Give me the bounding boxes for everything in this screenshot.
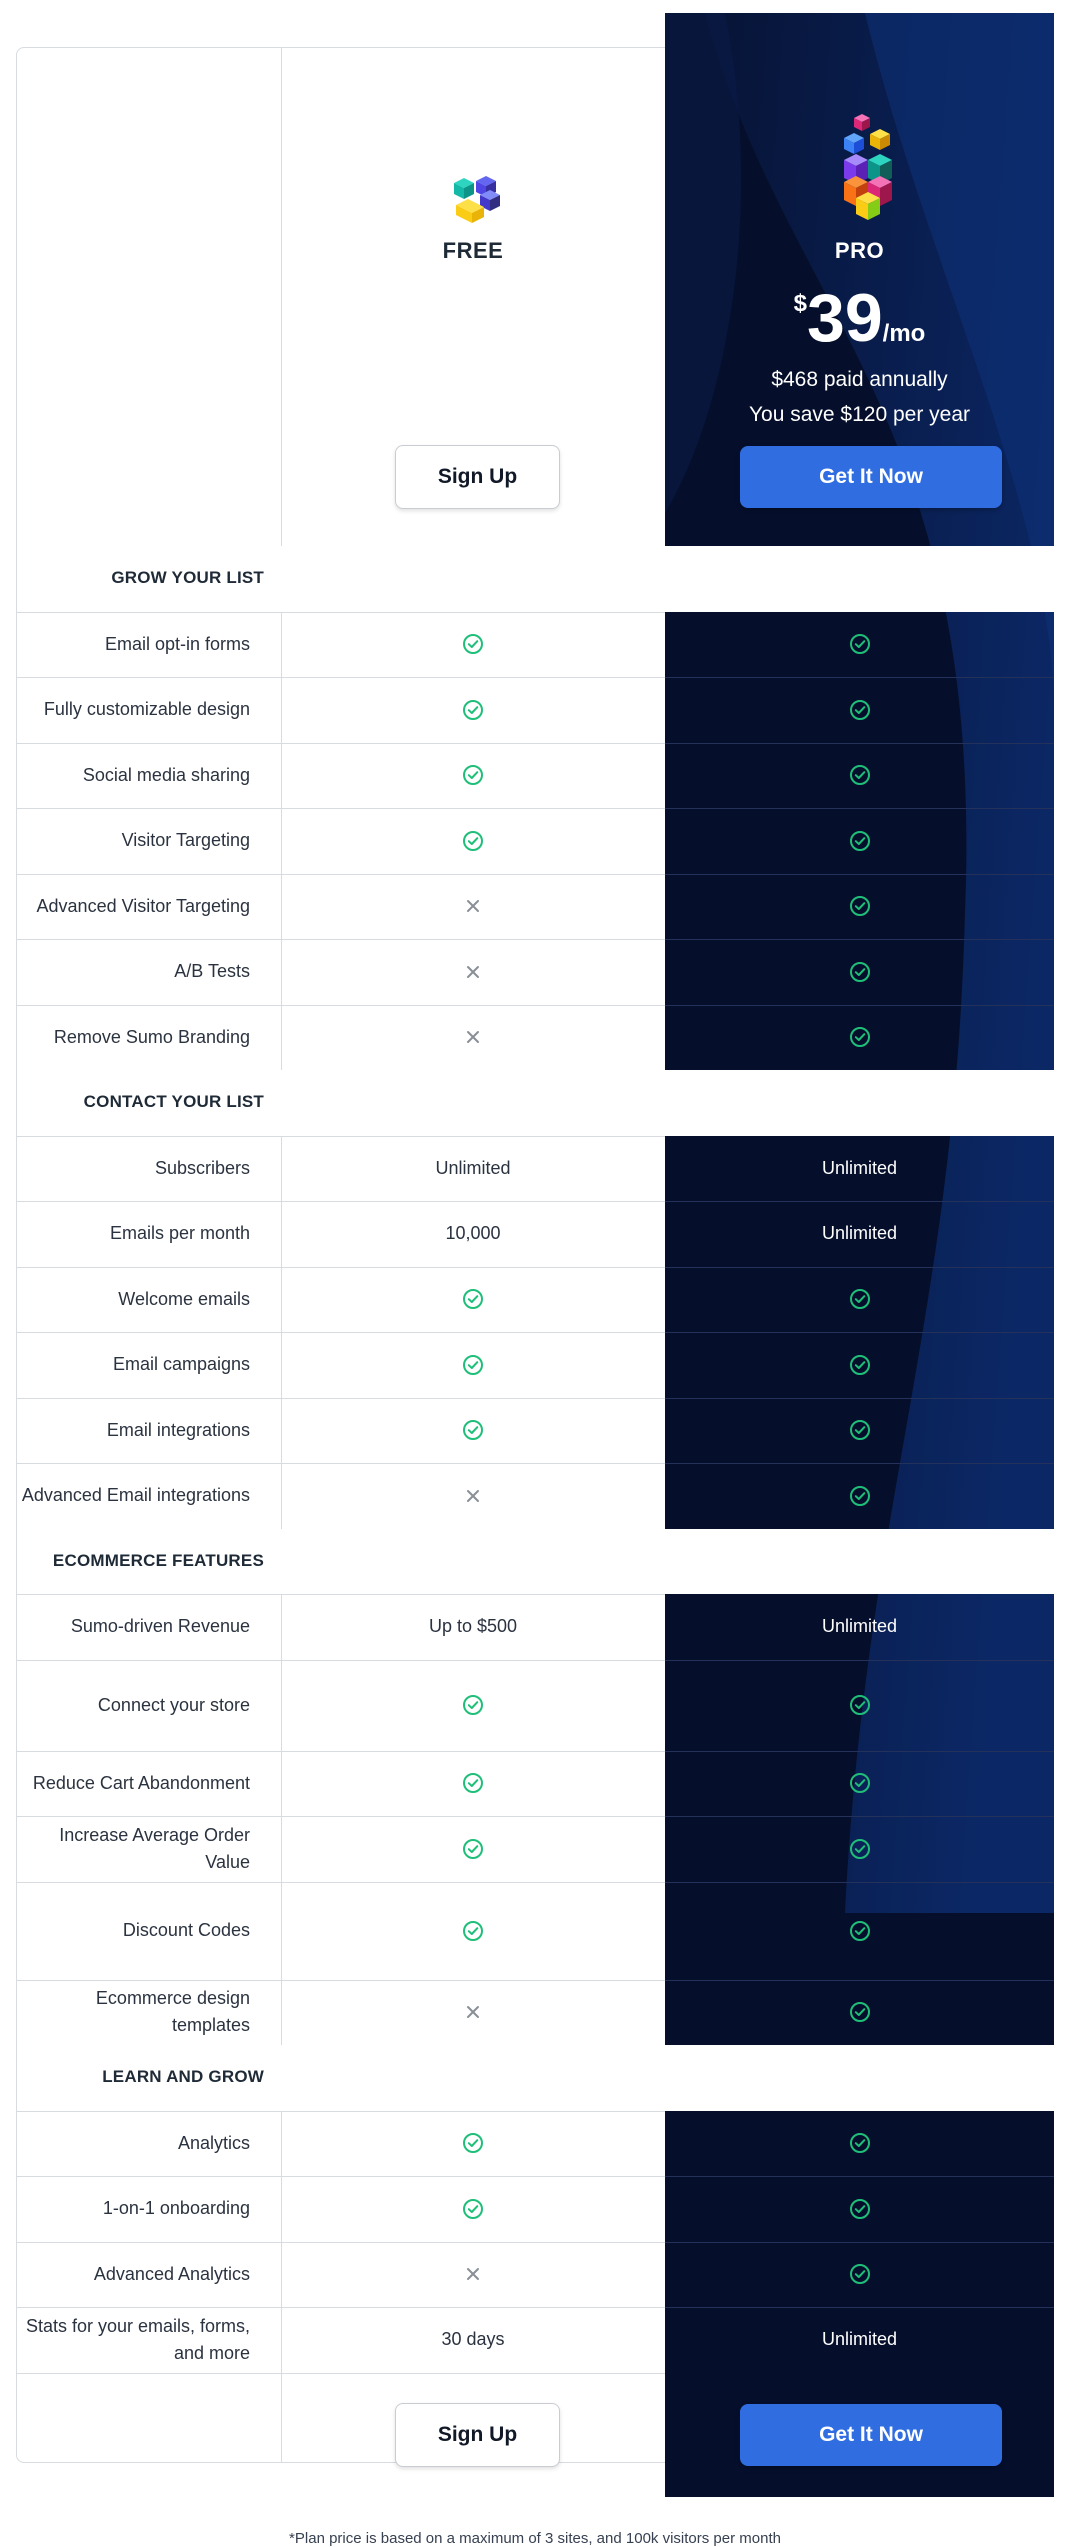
check-icon	[849, 2263, 871, 2285]
check-icon	[849, 633, 871, 655]
free-cell	[281, 677, 665, 743]
check-icon	[849, 1838, 871, 1860]
feature-label: Welcome emails	[118, 1288, 250, 1309]
check-icon	[849, 1920, 871, 1942]
feature-label: Discount Codes	[122, 1920, 250, 1940]
feature-label: Reduce Cart Abandonment	[32, 1772, 250, 1793]
cross-icon	[465, 2266, 481, 2282]
check-icon	[849, 1694, 871, 1716]
free-cell	[281, 1751, 665, 1817]
pricing-footnote: *Plan price is based on a maximum of 3 sites, and 100k visitors per month	[289, 2530, 781, 2547]
pro-cell	[665, 939, 1054, 1005]
free-plan-name: FREE	[442, 238, 504, 263]
check-icon	[849, 764, 871, 786]
free-signup-button-bottom[interactable]: Sign Up	[395, 2403, 560, 2467]
section-title: CONTACT YOUR LIST	[83, 1092, 264, 1111]
feature-label: Fully customizable design	[43, 699, 250, 720]
pro-price-amount: 39	[807, 280, 883, 356]
free-cell	[281, 1882, 665, 1980]
feature-label: Sumo-driven Revenue	[70, 1616, 250, 1637]
pro-price-currency: $	[793, 290, 808, 317]
pro-plan-name: PRO	[834, 238, 885, 263]
check-icon	[462, 1354, 484, 1376]
pro-price-period: /mo	[882, 320, 926, 347]
feature-label: Social media sharing	[82, 764, 250, 785]
check-icon	[849, 830, 871, 852]
free-cell	[281, 2176, 665, 2242]
feature-label: A/B Tests	[174, 961, 250, 982]
free-cell	[281, 1267, 665, 1333]
pro-cell	[665, 808, 1054, 874]
feature-label: Email campaigns	[112, 1354, 250, 1375]
check-icon	[849, 699, 871, 721]
check-icon	[849, 1288, 871, 1310]
pro-price	[665, 282, 1054, 354]
section-title: GROW YOUR LIST	[111, 568, 264, 587]
feature-label: Advanced Visitor Targeting	[36, 895, 250, 916]
check-icon	[849, 1772, 871, 1794]
free-cell-value: Unlimited	[435, 1157, 511, 1178]
free-cell-value: 30 days	[441, 2329, 505, 2350]
feature-label: Email opt-in forms	[104, 633, 250, 654]
section-title: ECOMMERCE FEATURES	[52, 1550, 264, 1570]
pro-cell-value: Unlimited	[821, 1616, 898, 1637]
cross-icon	[465, 964, 481, 980]
free-cell	[281, 1398, 665, 1464]
pro-cell-value: Unlimited	[821, 1157, 898, 1178]
pro-cell-value: Unlimited	[821, 2329, 898, 2350]
check-icon	[462, 2132, 484, 2154]
cross-icon	[465, 1488, 481, 1504]
check-icon	[849, 895, 871, 917]
free-cell	[281, 939, 665, 1005]
pro-cell	[665, 2176, 1054, 2242]
free-logo-icon	[450, 175, 504, 229]
check-icon	[462, 1694, 484, 1716]
feature-label: Advanced Analytics	[93, 2263, 250, 2284]
pro-cell	[665, 677, 1054, 743]
free-cell-value: Up to $500	[428, 1616, 518, 1637]
pro-cell	[665, 1398, 1054, 1464]
cross-icon	[465, 898, 481, 914]
free-signup-button-top[interactable]: Sign Up	[395, 445, 560, 509]
pro-logo	[840, 112, 896, 230]
check-icon	[849, 2132, 871, 2154]
feature-label: Increase Average Order Value	[59, 1824, 250, 1872]
pro-cell	[665, 1005, 1054, 1071]
check-icon	[462, 633, 484, 655]
cross-icon	[465, 1029, 481, 1045]
check-icon	[849, 2198, 871, 2220]
pro-cell	[665, 612, 1054, 678]
pro-cell	[665, 2242, 1054, 2308]
pro-cell	[665, 1882, 1054, 1980]
pro-cell	[665, 1660, 1054, 1751]
check-icon	[462, 1419, 484, 1441]
check-icon	[849, 1419, 871, 1441]
pro-savings-text: You save $120 per year	[748, 403, 971, 426]
feature-label: Visitor Targeting	[121, 830, 250, 851]
check-icon	[462, 1920, 484, 1942]
check-icon	[462, 1288, 484, 1310]
feature-label: Advanced Email integrations	[21, 1485, 250, 1506]
free-cell	[281, 743, 665, 809]
free-cell-value: 10,000	[445, 1223, 501, 1244]
feature-label: Connect your store	[97, 1694, 250, 1715]
check-icon	[462, 1772, 484, 1794]
feature-label: 1-on-1 onboarding	[102, 2198, 250, 2219]
pro-get-it-now-button-top[interactable]: Get It Now	[740, 446, 1002, 508]
feature-label: Email integrations	[106, 1419, 250, 1440]
check-icon	[849, 961, 871, 983]
check-icon	[462, 2198, 484, 2220]
pro-cell	[665, 874, 1054, 940]
pro-cell	[665, 1816, 1054, 1882]
free-cell	[281, 2242, 665, 2308]
check-icon	[849, 1026, 871, 1048]
check-icon	[462, 830, 484, 852]
pro-get-it-now-button-bottom[interactable]: Get It Now	[740, 2404, 1002, 2466]
check-icon	[849, 1354, 871, 1376]
free-cell	[281, 808, 665, 874]
free-cell	[281, 1463, 665, 1529]
pro-annual-text: $468 paid annually	[771, 368, 948, 391]
feature-label: Ecommerce design templates	[95, 1988, 250, 2036]
pro-cell	[665, 743, 1054, 809]
feature-label: Emails per month	[109, 1223, 250, 1244]
feature-label: Analytics	[177, 2132, 250, 2153]
feature-label: Stats for your emails, forms, and more	[25, 2315, 250, 2363]
check-icon	[849, 1485, 871, 1507]
pro-cell	[665, 2111, 1054, 2177]
pro-cell-value: Unlimited	[821, 1223, 898, 1244]
feature-label: Remove Sumo Branding	[53, 1026, 250, 1047]
pro-cell	[665, 1332, 1054, 1398]
free-cell	[281, 874, 665, 940]
section-title: LEARN AND GROW	[102, 2067, 264, 2086]
free-cell	[281, 1332, 665, 1398]
cross-icon	[465, 2004, 481, 2020]
pro-cell	[665, 1267, 1054, 1333]
free-cell	[281, 1980, 665, 2046]
check-icon	[462, 1838, 484, 1860]
free-cell	[281, 1005, 665, 1071]
free-logo	[450, 175, 504, 229]
pro-cell	[665, 1980, 1054, 2046]
pro-cell	[665, 1463, 1054, 1529]
free-cell	[281, 1660, 665, 1751]
row-divider	[17, 2373, 665, 2374]
free-cell	[281, 1816, 665, 1882]
feature-label: Subscribers	[154, 1157, 250, 1178]
free-cell	[281, 612, 665, 678]
pro-cell	[665, 1751, 1054, 1817]
check-icon	[462, 764, 484, 786]
check-icon	[849, 2001, 871, 2023]
pro-logo-icon	[840, 112, 896, 230]
free-cell	[281, 2111, 665, 2177]
check-icon	[462, 699, 484, 721]
